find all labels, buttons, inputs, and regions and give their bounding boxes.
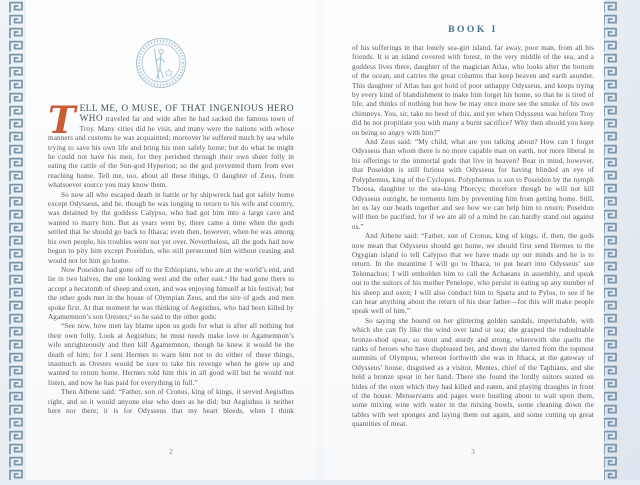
opening-small-caps-line: ELL ME, O MUSE, OF THAT INGENIOUS HERO WHO	[79, 103, 294, 124]
left-page-number: 2	[169, 448, 173, 456]
body-paragraph: And Athene said: “Father, son of Cronus, king of kings, if, then, the gods now mean that Odysseus should get home, we should first send Hermes to the Ogygian island to tell Calypso that we have made up our minds and he is to return. In the meantime I will go to Ithaca, to put heart into Odysseus’ son Telemachus; I will embolden him to call the Achaeans in assembly, and speak out to the suitors of his mother Penelope, who persist in eating up any number of his sheep and oxen; I will also conduct him to Sparta and to Pylos, to see if he can hear anything about the return of his dear father—for this will make people speak well of him.”	[352, 232, 594, 316]
opening-paragraph-text: traveled far and wide after he had sacked the famous town of Troy. Many cities did he visit, and many were the nations with whose manners and customs he was acquainted; moreover he suffered much by sea while trying to save his own life and bring his men safely home; but do what he might he could not have his men, for they perished through their own sheer folly in eating the cattle of the Sun-god Hyperion; so the god prevented them from ever reaching home. Tell me, too, about all these things, O daughter of Zeus, from whatsoever source you may know them.	[48, 115, 294, 190]
body-paragraph: So saying she bound on her glittering golden sandals, imperishable, with which she can fly like the wind over land or sea; she grasped the redoubtable bronze-shod spear, so stout and sturdy and strong, wherewith she quells the ranks of heroes who have displeased her, and down she darted from the topmost summits of Olympus, whereon forthwith she was in Ithaca, at the gateway of Odysseus’ house, disguised as a visitor, Mentes, chief of the Taphians, and she held a bronze spear in her hand. There she found the lordly suitors seated on hides of the oxen which they had killed and eaten, and playing draughts in front of the house. Menservants and pages were bustling about to wait upon them, some mixing wine with water in the mixing bowls, some cleaning down the tables with wet sponges and laying them out again, and some cutting up great quantities of meat.	[352, 316, 594, 429]
drop-cap-letter: T	[48, 98, 76, 142]
greek-key-border-left-icon	[6, 0, 26, 480]
right-page-text	[352, 44, 594, 430]
athena-coin-seal-icon	[134, 36, 188, 90]
right-page	[320, 0, 614, 480]
right-page-number: 3	[471, 448, 475, 456]
running-head-book-title: BOOK I	[448, 25, 498, 35]
body-paragraph: So now all who escaped death in battle or by shipwreck had got safely home except Odysseus, and he, though he was longing to return to his wife and country, was detained by the goddess Calypso, who had got him into a large cave and wanted to marry him. But as years went by, there came a time when the gods settled that he should go back to Ithaca; even then, however, when he was among his own people, his troubles were not yet over. Nevertheless, all the gods had now begun to pity him except Poseidon, who still persecuted him without ceasing and would not let him go home.	[48, 190, 294, 265]
opening-paragraph	[48, 98, 294, 191]
left-page	[26, 0, 320, 480]
body-paragraph: of his sufferings in that lonely sea-girt island, far away, poor man, from all his friends. It is an island covered with forest, in the very middle of the sea, and a goddess lives there, daughter of the magician Atlas, who looks after the bottom of the ocean, and carries the great columns that keep heaven and earth asunder. This daughter of Atlas has got hold of poor unhappy Odysseus, and keeps trying by every kind of blandishment to make him forget his home, so that he is tired of life, and thinks of nothing but how he may once more see the smoke of his own chimneys. You, sir, take no heed of this, and yet when Odysseus was before Troy did he not propitiate you with many a burnt sacrifice? Why then should you keep on being so angry with him?”	[352, 44, 594, 137]
body-paragraph: And Zeus said: “My child, what are you talking about? How can I forget Odysseus than whom there is no more capable man on earth, nor more liberal in his offerings to the immortal gods that live in heaven? Bear in mind, however, that Poseidon is still furious with Odysseus for having blinded an eye of Polyphemus, king of the Cyclopes. Polyphemus is son to Poseidon by the nymph Thoosa, daughter to the sea-king Phorcys; therefore though he will not kill Odysseus outright, he torments him by preventing him from getting home. Still, let us lay our heads together and see how we can help him to return; Poseidon will then be pacified, for if we are all of a mind he can hardly stand out against us.”	[352, 138, 594, 231]
body-paragraph: Now Poseidon had gone off to the Ethiopians, who are at the world’s end, and lie in two halves, the one looking west and the other east.¹ He had gone there to accept a hecatomb of sheep and oxen, and was enjoying himself at his festival; but the other gods met in the house of Olympian Zeus, and the sire of gods and men spoke first. At that moment he was thinking of Aegisthus, who had been killed by Agamemnon’s son Orestes;² so he said to the other gods:	[48, 265, 294, 321]
body-paragraph: Then Athene said: “Father, son of Cronus, king of kings, it served Aegisthus right, and so it would anyone else who does as he did; but Aegisthus is neither here nor there; it is for Odysseus that my heart bleeds, when I think	[48, 388, 294, 415]
left-page-text	[48, 98, 294, 416]
body-paragraph: “See now, how men lay blame upon us gods for what is after all nothing but their own folly. Look at Aegisthus; he must needs make love to Agamemnon’s wife unrighteously and then kill Agamemnon, though he knew it would be the death of him; for I sent Hermes to warn him not to do either of these things, inasmuch as Orestes would be sure to take his revenge when he grew up and wanted to return home. Hermes told him this in all good will but he would not listen, and now he has paid for everything in full.”	[48, 322, 294, 387]
